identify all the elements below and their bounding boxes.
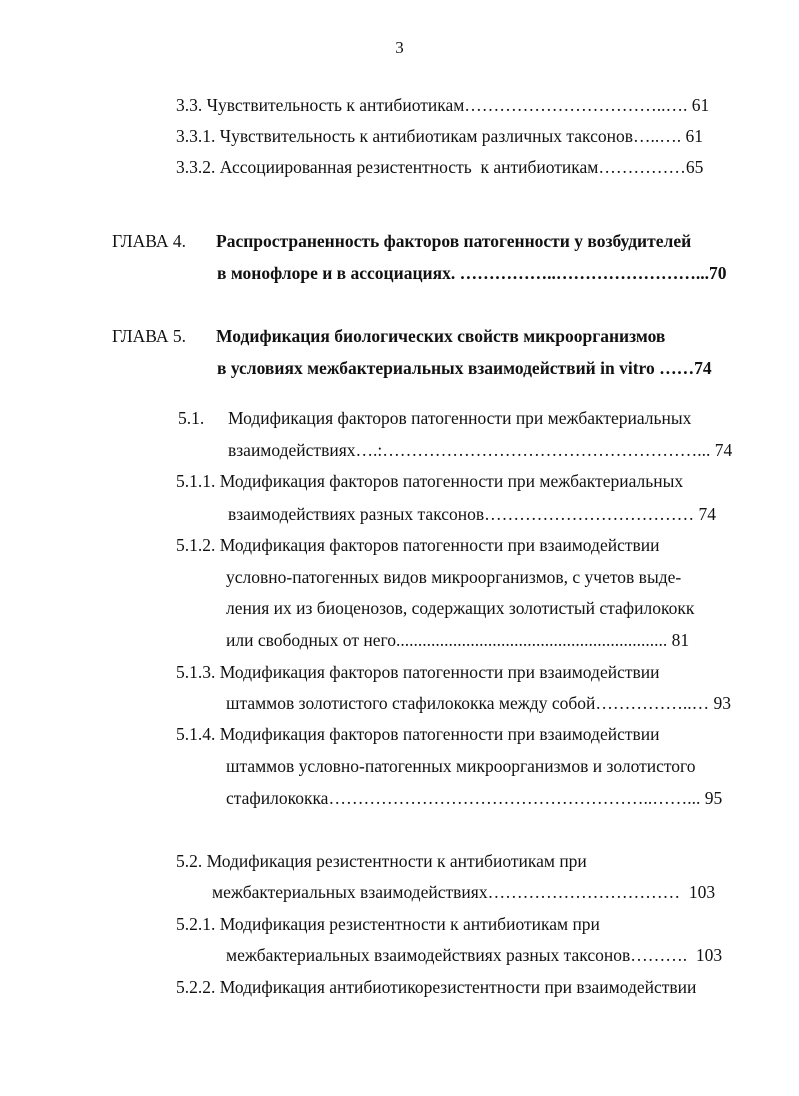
chapter-4-title-line-1: Распространенность факторов патогенности у возбудителей xyxy=(216,231,692,251)
toc-entry-5-2-line-2: межбактериальных взаимодействиях…………………………… 103 xyxy=(212,882,716,902)
toc-entry-5-2-2-line-1: 5.2.2. Модификация антибиотикорезистентности при взаимодействии xyxy=(176,977,697,997)
toc-entry-5-1-2-line-3: ления их из биоценозов, содержащих золотистый стафилококк xyxy=(226,598,695,618)
chapter-5-title-line-1: Модификация биологических свойств микроорганизмов xyxy=(216,326,666,346)
toc-entry-5-1-2-line-2: условно-патогенных видов микроорганизмов, с учетов выде- xyxy=(226,567,682,587)
toc-entry-3-3-2: 3.3.2. Ассоциированная резистентность к антибиотикам……………65 xyxy=(176,157,704,177)
page-number: 3 xyxy=(395,38,404,57)
toc-entry-5-1-4-line-1: 5.1.4. Модификация факторов патогенности при взаимодействии xyxy=(176,724,660,744)
chapter-4-title-line-2: в монофлоре и в ассоциациях. ……………..……………………...70 xyxy=(217,263,727,283)
toc-entry-5-1-line-2: взаимодействиях….:………………………………………………... 74 xyxy=(228,440,733,460)
toc-entry-5-2-1-line-1: 5.2.1. Модификация резистентности к антибиотикам при xyxy=(176,914,600,934)
toc-entry-3-3-1: 3.3.1. Чувствительность к антибиотикам различных таксонов…..…. 61 xyxy=(176,126,703,146)
toc-entry-5-1-1-line-2: взаимодействиях разных таксонов……………………………… 74 xyxy=(228,504,717,524)
toc-entry-5-1-4-line-2: штаммов условно-патогенных микроорганизмов и золотистого xyxy=(226,756,696,776)
toc-entry-5-1-3-line-2: штаммов золотистого стафилококка между собой……………..… 93 xyxy=(226,693,731,713)
toc-entry-5-1-number: 5.1. xyxy=(178,408,205,428)
chapter-4-label: ГЛАВА 4. xyxy=(112,231,187,251)
toc-entry-5-1-2-line-1: 5.1.2. Модификация факторов патогенности при взаимодействии xyxy=(176,535,660,555)
toc-entry-5-1-2-line-4: или свободных от него.............................................................. 81 xyxy=(226,630,690,650)
chapter-5-title-line-2: в условиях межбактериальных взаимодействий in vitro ……74 xyxy=(217,358,712,378)
toc-entry-5-1-1-line-1: 5.1.1. Модификация факторов патогенности при межбактериальных xyxy=(176,471,684,491)
toc-entry-5-1-4-line-3: стафилококка………………………………………………..……... 95 xyxy=(226,788,723,808)
toc-entry-5-2-1-line-2: межбактериальных взаимодействиях разных таксонов………. 103 xyxy=(226,945,723,965)
chapter-5-label: ГЛАВА 5. xyxy=(112,326,187,346)
toc-entry-5-2-line-1: 5.2. Модификация резистентности к антибиотикам при xyxy=(176,851,587,871)
toc-entry-5-1-3-line-1: 5.1.3. Модификация факторов патогенности при взаимодействии xyxy=(176,662,660,682)
toc-entry-3-3: 3.3. Чувствительность к антибиотикам……………………………..…. 61 xyxy=(176,95,710,115)
toc-entry-5-1-line-1: Модификация факторов патогенности при межбактериальных xyxy=(228,408,692,428)
